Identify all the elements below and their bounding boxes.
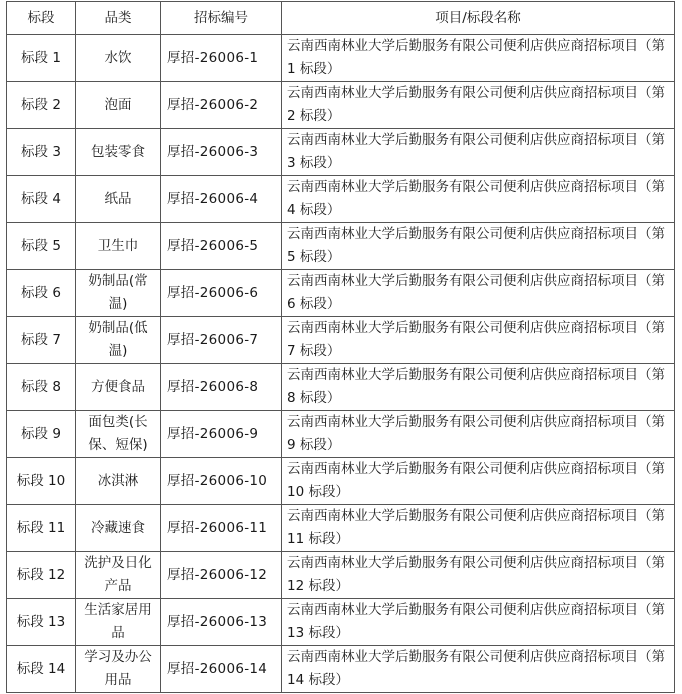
- project-name-cell: 云南西南林业大学后勤服务有限公司便利店供应商招标项目（第 3 标段）: [282, 129, 675, 176]
- code-cell: 厚招-26006-9: [161, 411, 282, 458]
- category-cell: 卫生巾: [76, 223, 161, 270]
- category-cell: 包装零食: [76, 129, 161, 176]
- table-header: [7, 2, 675, 35]
- project-name-cell: 云南西南林业大学后勤服务有限公司便利店供应商招标项目（第 4 标段）: [282, 176, 675, 223]
- table-row: [7, 458, 675, 505]
- table-row: [7, 552, 675, 599]
- segment-cell: 标段 9: [7, 411, 76, 458]
- code-cell: 厚招-26006-14: [161, 646, 282, 693]
- table-body: [7, 35, 675, 693]
- segment-cell: 标段 13: [7, 599, 76, 646]
- table-row: [7, 176, 675, 223]
- project-name-cell: 云南西南林业大学后勤服务有限公司便利店供应商招标项目（第 11 标段）: [282, 505, 675, 552]
- segment-cell: 标段 6: [7, 270, 76, 317]
- code-cell: 厚招-26006-5: [161, 223, 282, 270]
- project-name-cell: 云南西南林业大学后勤服务有限公司便利店供应商招标项目（第 14 标段）: [282, 646, 675, 693]
- category-cell: 学习及办公用品: [76, 646, 161, 693]
- category-cell: 生活家居用品: [76, 599, 161, 646]
- category-cell: 洗护及日化产品: [76, 552, 161, 599]
- table-row: [7, 505, 675, 552]
- project-name-cell: 云南西南林业大学后勤服务有限公司便利店供应商招标项目（第 8 标段）: [282, 364, 675, 411]
- category-cell: 纸品: [76, 176, 161, 223]
- code-cell: 厚招-26006-3: [161, 129, 282, 176]
- project-name-cell: 云南西南林业大学后勤服务有限公司便利店供应商招标项目（第 13 标段）: [282, 599, 675, 646]
- table-row: [7, 411, 675, 458]
- segment-cell: 标段 14: [7, 646, 76, 693]
- segment-cell: 标段 4: [7, 176, 76, 223]
- segment-cell: 标段 5: [7, 223, 76, 270]
- segment-cell: 标段 8: [7, 364, 76, 411]
- project-name-cell: 云南西南林业大学后勤服务有限公司便利店供应商招标项目（第 9 标段）: [282, 411, 675, 458]
- project-name-cell: 云南西南林业大学后勤服务有限公司便利店供应商招标项目（第 1 标段）: [282, 35, 675, 82]
- code-cell: 厚招-26006-11: [161, 505, 282, 552]
- segment-cell: 标段 3: [7, 129, 76, 176]
- code-cell: 厚招-26006-8: [161, 364, 282, 411]
- tender-table: [6, 1, 675, 693]
- header-category: 品类: [76, 2, 161, 35]
- category-cell: 奶制品(低温): [76, 317, 161, 364]
- table-row: [7, 129, 675, 176]
- category-cell: 奶制品(常温): [76, 270, 161, 317]
- segment-cell: 标段 11: [7, 505, 76, 552]
- category-cell: 泡面: [76, 82, 161, 129]
- table-row: [7, 82, 675, 129]
- header-segment: 标段: [7, 2, 76, 35]
- category-cell: 冷藏速食: [76, 505, 161, 552]
- table-row: [7, 35, 675, 82]
- segment-cell: 标段 12: [7, 552, 76, 599]
- project-name-cell: 云南西南林业大学后勤服务有限公司便利店供应商招标项目（第 6 标段）: [282, 270, 675, 317]
- table-row: [7, 364, 675, 411]
- project-name-cell: 云南西南林业大学后勤服务有限公司便利店供应商招标项目（第 7 标段）: [282, 317, 675, 364]
- code-cell: 厚招-26006-10: [161, 458, 282, 505]
- table-row: [7, 317, 675, 364]
- table-row: [7, 270, 675, 317]
- project-name-cell: 云南西南林业大学后勤服务有限公司便利店供应商招标项目（第 12 标段）: [282, 552, 675, 599]
- category-cell: 面包类(长保、短保): [76, 411, 161, 458]
- code-cell: 厚招-26006-4: [161, 176, 282, 223]
- code-cell: 厚招-26006-12: [161, 552, 282, 599]
- code-cell: 厚招-26006-6: [161, 270, 282, 317]
- table-row: [7, 223, 675, 270]
- header-project: 项目/标段名称: [282, 2, 675, 35]
- table-row: [7, 599, 675, 646]
- code-cell: 厚招-26006-7: [161, 317, 282, 364]
- code-cell: 厚招-26006-2: [161, 82, 282, 129]
- project-name-cell: 云南西南林业大学后勤服务有限公司便利店供应商招标项目（第 2 标段）: [282, 82, 675, 129]
- segment-cell: 标段 7: [7, 317, 76, 364]
- category-cell: 冰淇淋: [76, 458, 161, 505]
- segment-cell: 标段 2: [7, 82, 76, 129]
- header-row: [7, 2, 675, 35]
- code-cell: 厚招-26006-13: [161, 599, 282, 646]
- category-cell: 水饮: [76, 35, 161, 82]
- project-name-cell: 云南西南林业大学后勤服务有限公司便利店供应商招标项目（第 5 标段）: [282, 223, 675, 270]
- category-cell: 方便食品: [76, 364, 161, 411]
- segment-cell: 标段 1: [7, 35, 76, 82]
- segment-cell: 标段 10: [7, 458, 76, 505]
- header-code: 招标编号: [161, 2, 282, 35]
- table-row: [7, 646, 675, 693]
- code-cell: 厚招-26006-1: [161, 35, 282, 82]
- project-name-cell: 云南西南林业大学后勤服务有限公司便利店供应商招标项目（第 10 标段）: [282, 458, 675, 505]
